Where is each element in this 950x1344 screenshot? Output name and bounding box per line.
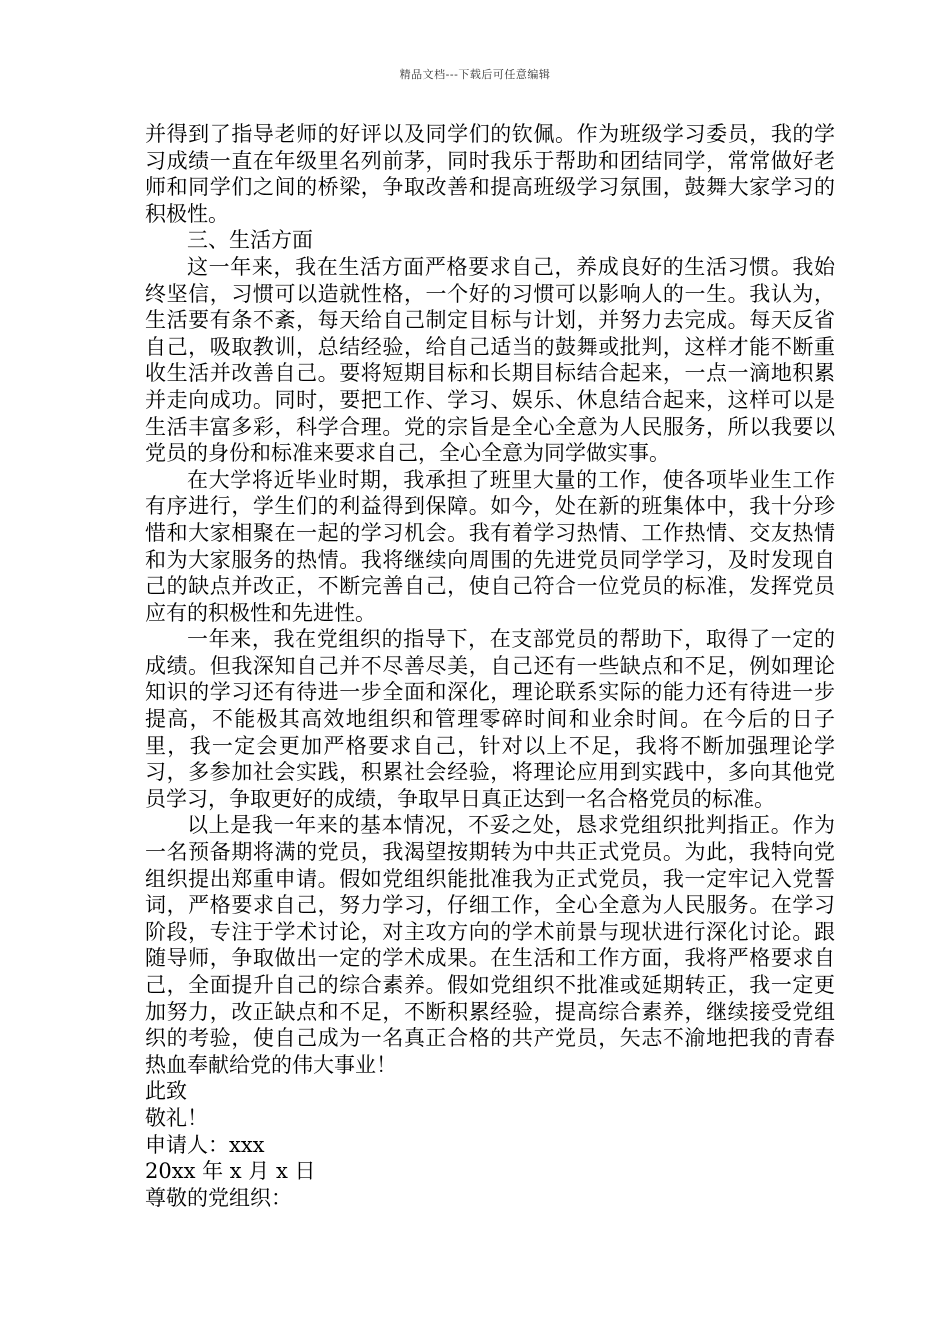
page-header: 精品文档---下载后可任意编辑 bbox=[399, 68, 551, 81]
paragraph-continuation: 并得到了指导老师的好评以及同学们的钦佩。作为班级学习委员，我的学习成绩一直在年级里名列前茅，同时我乐于帮助和团结同学，常常做好老师和同学们之间的桥梁，争取改善和提高班级学习氛围，鼓舞大家学习的积极性。 bbox=[145, 122, 835, 226]
next-letter-heading: 尊敬的党组织： bbox=[145, 1185, 292, 1210]
paragraph-life: 这一年来，我在生活方面严格要求自己，养成良好的生活习惯。我始终坚信，习惯可以造就性格，一个好的习惯可以影响人的一生。我认为，生活要有条不紊，每天给自己制定目标与计划，并努力去完成。每天反省自己，吸取教训，总结经验，给自己适当的鼓舞或批判，这样才能不断重收生活并改善自己。要将短期目标和长期目标结合起来，一点一滴地积累并走向成功。同时，要把工作、学习、娱乐、休息结合起来，这样可以是生活丰富多彩，科学合理。党的宗旨是全心全意为人民服务，所以我要以党员的身份和标准来要求自己，全心全意为同学做实事。 bbox=[145, 254, 835, 466]
paragraph-shortcomings: 一年来，我在党组织的指导下，在支部党员的帮助下，取得了一定的成绩。但我深知自己并不尽善尽美，自己还有一些缺点和不足，例如理论知识的学习还有待进一步全面和深化，理论联系实际的能力还有待进一步提高，不能极其高效地组织和管理零碎时间和业余时间。在今后的日子里，我一定会更加严格要求自己，针对以上不足，我将不断加强理论学习，多参加社会实践，积累社会经验，将理论应用到实践中，多向其他党员学习，争取更好的成绩，争取早日真正达到一名合格党员的标准。 bbox=[145, 627, 835, 811]
document-body bbox=[145, 121, 835, 1211]
paragraph-graduation: 在大学将近毕业时期，我承担了班里大量的工作，使各项毕业生工作有序进行，学生们的利益得到保障。如今，处在新的班集体中，我十分珍惜和大家相聚在一起的学习机会。我有着学习热情、工作热情、交友热情和为大家服务的热情。我将继续向周围的先进党员同学学习，及时发现自己的缺点并改正，不断完善自己，使自己符合一位党员的标准，发挥党员应有的积极性和先进性。 bbox=[145, 467, 835, 625]
paragraph-request: 以上是我一年来的基本情况，不妥之处，恳求党组织批判指正。作为一名预备期将满的党员，我渴望按期转为中共正式党员。为此，我特向党组织提出郑重申请。假如党组织能批准我为正式党员，我一定牢记入党誓词，严格要求自己，努力学习，仔细工作，全心全意为人民服务。在学习阶段，专注于学术讨论，对主攻方向的学术前景与现状进行深化讨论。跟随导师，争取做出一定的学术成果。在生活和工作方面，我将严格要求自己，全面提升自己的综合素养。假如党组织不批准或延期转正，我一定更加努力，改正缺点和不足，不断积累经验，提高综合素养，继续接受党组织的考验，使自己成为一名真正合格的共产党员，矢志不渝地把我的青春热血奉献给党的伟大事业！ bbox=[145, 813, 835, 1077]
closing-regards: 敬礼！ bbox=[145, 1105, 208, 1130]
date-line: 20xx 年 x 月 x 日 bbox=[145, 1159, 316, 1184]
applicant-line: 申请人：xxx bbox=[145, 1132, 265, 1157]
closing-salutation: 此致 bbox=[145, 1079, 187, 1104]
section-heading-life: 三、生活方面 bbox=[187, 228, 313, 253]
